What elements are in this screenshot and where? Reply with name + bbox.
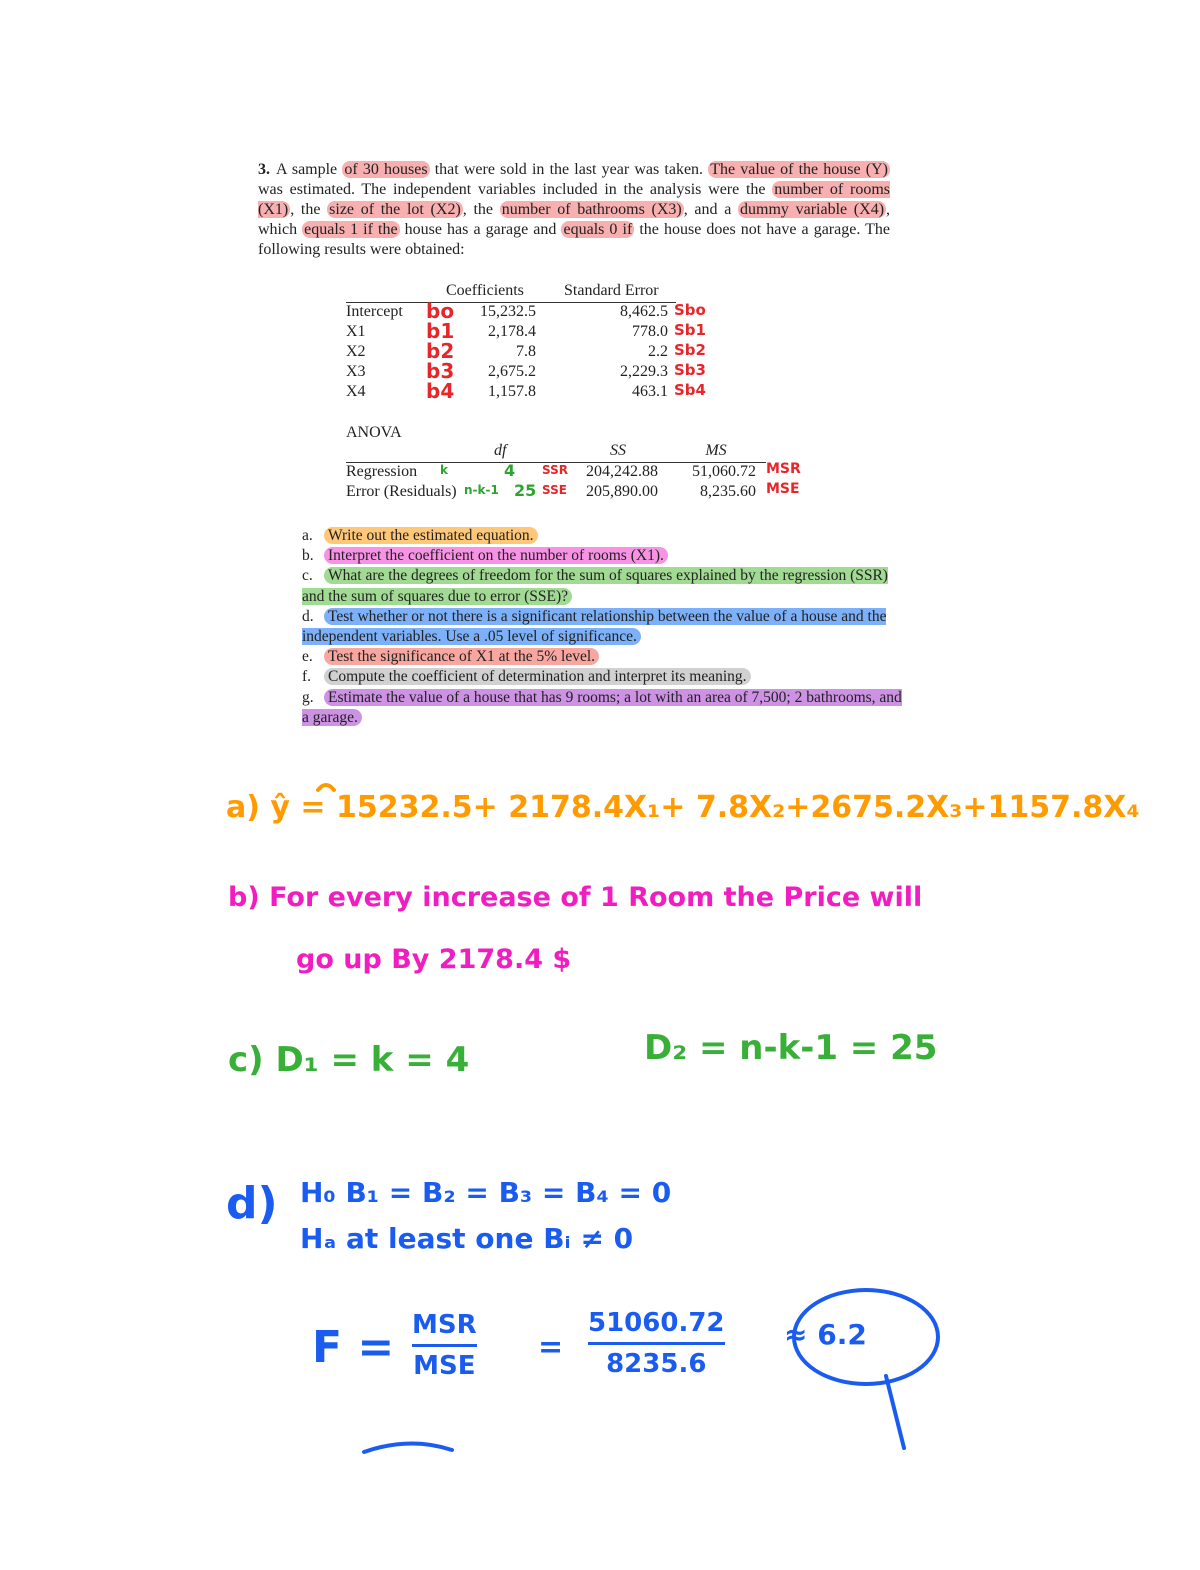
standard-error-value: 463.1: [632, 383, 668, 400]
highlighted-phrase: number of bathrooms (X3): [501, 201, 682, 218]
highlighted-phrase: The value of the house (Y): [710, 161, 888, 178]
ms-value: 51,060.72: [692, 463, 756, 480]
problem-number: 3.: [258, 161, 270, 178]
variable-name: X3: [346, 363, 366, 380]
standard-error-value: 2.2: [648, 343, 668, 360]
question-label: d.: [302, 607, 314, 625]
equals-sign: =: [538, 1330, 564, 1365]
coefficient-annotation: bo: [426, 299, 455, 323]
hat-stroke: [318, 785, 334, 790]
highlighted-phrase: size of the lot (X2): [329, 201, 461, 218]
highlighted-phrase: number of rooms (X1): [258, 181, 891, 218]
standard-error-value: 778.0: [632, 323, 668, 340]
answer-c-left: c) D₁ = k = 4: [228, 1040, 470, 1080]
highlighted-phrase: dummy variable (X4): [740, 201, 885, 218]
standard-error-annotation: Sb1: [674, 321, 706, 339]
highlighted-phrase: of 30 houses: [344, 161, 428, 178]
problem-phrase: , and a: [683, 201, 739, 218]
coefficient-value: 2,178.4: [488, 323, 536, 340]
coefficient-annotation: b1: [426, 319, 455, 343]
ss-value: 204,242.88: [586, 463, 658, 480]
partial-stroke: [364, 1443, 452, 1452]
answer-b-line1: b) For every increase of 1 Room the Price will: [228, 882, 923, 913]
ms-annotation: MSE: [766, 481, 800, 497]
question-text: Interpret the coefficient on the number of rooms (X1).: [324, 547, 668, 564]
df-value: 4: [504, 461, 516, 480]
f-numerator: MSR: [412, 1310, 477, 1340]
coefficient-value: 1,157.8: [488, 383, 536, 400]
df-annotation: k: [440, 463, 448, 477]
variable-name: X4: [346, 383, 366, 400]
standard-error-annotation: Sb4: [674, 381, 706, 399]
coefficient-value: 2,675.2: [488, 363, 536, 380]
ms-value: 8,235.60: [700, 483, 756, 500]
answer-a: a) ŷ = 15232.5+ 2178.4X₁+ 7.8X₂+2675.2X₃+1157.8X₄: [226, 790, 1140, 825]
answer-d-label: d): [226, 1178, 278, 1229]
coefficient-value: 15,232.5: [480, 303, 536, 320]
source-name: Error (Residuals): [346, 483, 457, 500]
f-denominator: MSE: [413, 1351, 476, 1381]
question-text: Estimate the value of a house that has 9 rooms; a lot with an area of 7,500; 2 bathrooms, and a garage.: [302, 688, 902, 726]
variable-name: X2: [346, 343, 366, 360]
variable-name: Intercept: [346, 303, 403, 320]
question-label: e.: [302, 648, 313, 666]
anova-title: ANOVA: [346, 424, 402, 441]
variable-name: X1: [346, 323, 366, 340]
standard-error-annotation: Sb3: [674, 361, 706, 379]
f-statistic-lhs: F =: [312, 1322, 395, 1373]
alternative-hypothesis: Hₐ at least one Bᵢ ≠ 0: [300, 1222, 634, 1255]
question-label: g.: [302, 688, 314, 706]
coefficient-annotation: b2: [426, 339, 455, 363]
standard-error-header: Standard Error: [564, 282, 659, 299]
problem-phrase: the house does not have a garage. The following results were obtained:: [258, 221, 890, 258]
standard-error-annotation: Sbo: [674, 301, 706, 319]
problem-phrase: was estimated. The independent variables included in the analysis were the: [258, 181, 773, 198]
problem-phrase: , which: [258, 201, 891, 238]
question-label: b.: [302, 547, 314, 565]
ss-header: SS: [610, 442, 626, 459]
question-label: f.: [302, 668, 312, 686]
null-hypothesis: H₀ B₁ = B₂ = B₃ = B₄ = 0: [300, 1176, 672, 1209]
answer-c-right: D₂ = n-k-1 = 25: [644, 1028, 938, 1068]
standard-error-annotation: Sb2: [674, 341, 706, 359]
f-statistic-result: ≈ 6.2: [784, 1318, 867, 1351]
coefficients-header: Coefficients: [446, 282, 524, 299]
highlighted-phrase: equals 1 if the: [304, 221, 398, 238]
problem-phrase: house has a garage and: [399, 221, 562, 238]
problem-phrase: , the: [462, 201, 500, 218]
standard-error-value: 2,229.3: [620, 363, 668, 380]
ss-annotation: SSR: [542, 463, 568, 477]
question-text: Write out the estimated equation.: [324, 527, 538, 544]
coefficient-annotation: b3: [426, 359, 455, 383]
ss-annotation: SSE: [542, 483, 567, 497]
highlighted-phrase: equals 0 if: [563, 221, 633, 238]
answer-b-line2: go up By 2178.4 $: [296, 944, 572, 975]
ss-value: 205,890.00: [586, 483, 658, 500]
question-text: What are the degrees of freedom for the sum of squares explained by the regression (SSR) and the sum of squares due to error (SSE)?: [302, 567, 888, 605]
problem-phrase: , the: [290, 201, 328, 218]
coefficient-annotation: b4: [426, 379, 455, 403]
question-text: Test the significance of X1 at the 5% level.: [324, 648, 599, 665]
circle-tail-stroke: [886, 1376, 904, 1448]
standard-error-value: 8,462.5: [620, 303, 668, 320]
problem-phrase: A sample: [276, 161, 343, 178]
question-text: Test whether or not there is a significant relationship between the value of a house and the independent variables. Use a .05 level of significance.: [302, 607, 887, 646]
question-label: a.: [302, 527, 313, 544]
source-name: Regression: [346, 463, 418, 480]
f-denominator-value: 8235.6: [606, 1349, 707, 1379]
df-value: 25: [514, 481, 537, 500]
ms-annotation: MSR: [766, 461, 801, 477]
coefficient-value: 7.8: [516, 343, 536, 360]
df-header: df: [494, 442, 507, 459]
df-annotation: n-k-1: [464, 483, 499, 497]
problem-phrase: that were sold in the last year was taken.: [429, 161, 709, 178]
question-label: c.: [302, 567, 313, 585]
f-numerator-value: 51060.72: [588, 1308, 725, 1338]
ms-header: MS: [705, 442, 727, 459]
question-text: Compute the coefficient of determination and interpret its meaning.: [324, 668, 751, 685]
